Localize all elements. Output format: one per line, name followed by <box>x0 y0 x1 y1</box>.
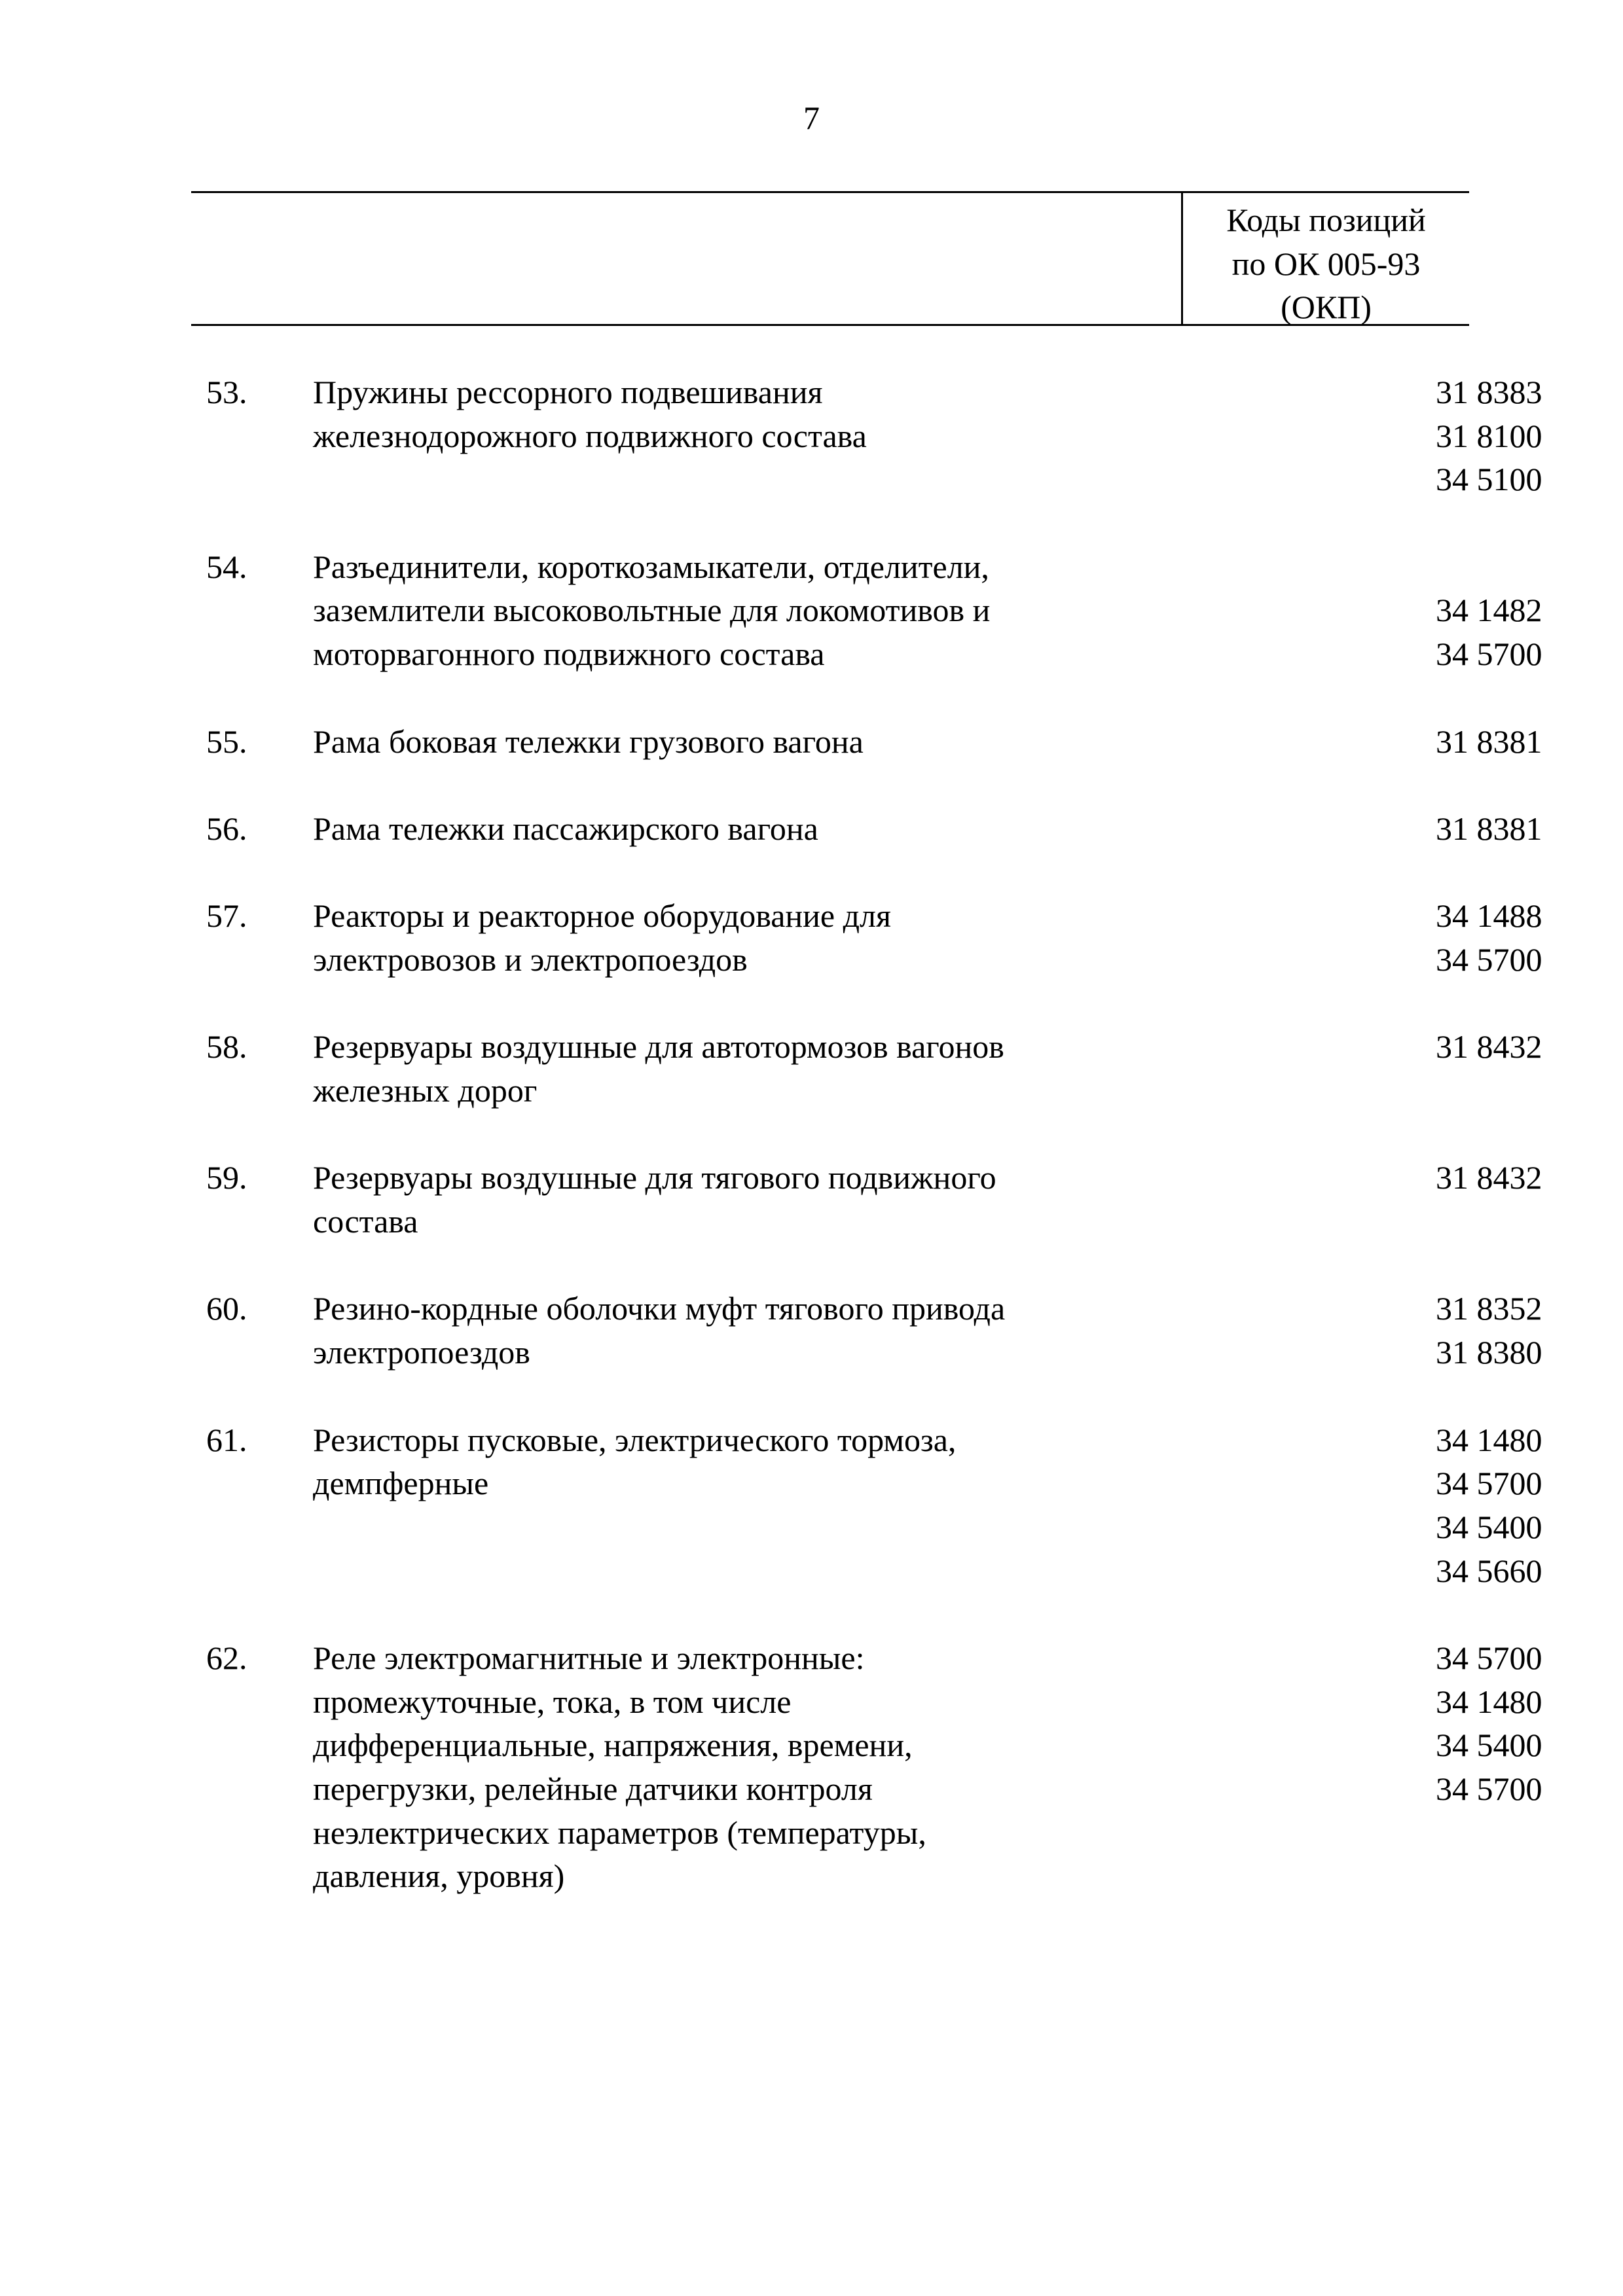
okp-code: 34 5100 <box>1436 461 1542 498</box>
item-codes <box>1436 1287 1606 1374</box>
item-description-line: электровозов и электропоездов <box>313 941 748 978</box>
okp-code: 34 5400 <box>1436 1727 1542 1764</box>
item-description-line: демпферные <box>313 1465 489 1502</box>
okp-code: 34 5700 <box>1436 1639 1542 1676</box>
codes-title-line: (ОКП) <box>1281 289 1372 326</box>
list-item <box>0 807 1623 851</box>
item-description-line: дифференциальные, напряжения, времени, <box>313 1727 913 1764</box>
okp-code: 34 5400 <box>1436 1508 1542 1545</box>
list-item <box>0 894 1623 981</box>
item-codes <box>1436 720 1606 764</box>
item-description-line: моторвагонного подвижного состава <box>313 636 825 673</box>
item-description-line: железных дорог <box>313 1072 538 1109</box>
item-description <box>313 545 1203 676</box>
item-description-line: давления, уровня) <box>313 1857 565 1895</box>
codes-title-line: Коды позиций <box>1226 202 1426 238</box>
item-description-line: электропоездов <box>313 1334 530 1371</box>
item-number: 62. <box>206 1639 247 1676</box>
okp-code: 34 5700 <box>1436 941 1542 978</box>
item-description-line: неэлектрических параметров (температуры, <box>313 1814 926 1851</box>
okp-code: 31 8100 <box>1436 417 1542 454</box>
item-description-line: Разъединители, короткозамыкатели, отделители, <box>313 548 989 585</box>
list-item <box>0 1636 1623 1898</box>
item-codes <box>1436 370 1606 501</box>
item-description <box>313 1287 1203 1374</box>
okp-code: 34 1482 <box>1436 592 1542 629</box>
okp-code: 34 5700 <box>1436 636 1542 673</box>
item-description-line: Резервуары воздушные для тягового подвижного <box>313 1159 996 1196</box>
item-description <box>313 720 1203 764</box>
item-description-line: Пружины рессорного подвешивания <box>313 374 823 410</box>
list-item <box>0 1287 1623 1374</box>
item-number: 54. <box>206 548 247 585</box>
page-number: 7 <box>803 99 820 136</box>
item-codes <box>1436 807 1606 851</box>
item-number: 61. <box>206 1421 247 1458</box>
item-description-line: Реакторы и реакторное оборудование для <box>313 897 892 935</box>
item-description-line: железнодорожного подвижного состава <box>313 417 867 454</box>
table-header <box>191 191 1469 326</box>
list-item <box>0 720 1623 764</box>
list-item <box>0 1156 1623 1243</box>
item-codes <box>1436 894 1606 981</box>
item-description-line: состава <box>313 1203 418 1240</box>
item-number: 53. <box>206 374 247 410</box>
item-description <box>313 807 1203 851</box>
okp-code: 31 8383 <box>1436 374 1542 410</box>
item-description-line: перегрузки, релейные датчики контроля <box>313 1770 873 1808</box>
okp-code: 34 1488 <box>1436 897 1542 935</box>
item-number: 59. <box>206 1159 247 1196</box>
okp-code: 34 5660 <box>1436 1552 1542 1589</box>
codes-column-title <box>1183 198 1469 329</box>
okp-code: 34 1480 <box>1436 1421 1542 1458</box>
item-description-line: Рама боковая тележки грузового вагона <box>313 723 864 760</box>
item-codes <box>1436 545 1606 676</box>
okp-code: 31 8432 <box>1436 1028 1542 1066</box>
item-codes <box>1436 1418 1606 1593</box>
item-codes <box>1436 1025 1606 1112</box>
okp-code: 31 8381 <box>1436 723 1542 760</box>
okp-code: 34 1480 <box>1436 1683 1542 1720</box>
item-description <box>313 1418 1203 1593</box>
item-description <box>313 370 1203 501</box>
okp-code: 34 5700 <box>1436 1770 1542 1808</box>
okp-code: 31 8381 <box>1436 810 1542 847</box>
okp-code: 31 8352 <box>1436 1290 1542 1327</box>
item-description-line: промежуточные, тока, в том числе <box>313 1683 792 1720</box>
item-description <box>313 1025 1203 1112</box>
item-description-line: Резисторы пусковые, электрического тормоза, <box>313 1421 957 1458</box>
item-description <box>313 894 1203 981</box>
item-description-line: Резервуары воздушные для автотормозов вагонов <box>313 1028 1004 1066</box>
item-description-line: Реле электромагнитные и электронные: <box>313 1639 865 1676</box>
item-number: 57. <box>206 897 247 935</box>
list-item <box>0 370 1623 501</box>
codes-title-line: по ОК 005-93 <box>1231 245 1421 282</box>
item-number: 56. <box>206 810 247 847</box>
item-description-line: заземлители высоковольтные для локомотивов и <box>313 592 991 629</box>
list-item <box>0 1418 1623 1593</box>
item-description <box>313 1156 1203 1243</box>
item-number: 55. <box>206 723 247 760</box>
item-codes <box>1436 1156 1606 1243</box>
items-list <box>0 370 1623 1942</box>
item-number: 58. <box>206 1028 247 1066</box>
list-item <box>0 545 1623 676</box>
okp-code <box>1436 545 1606 589</box>
item-description-line: Рама тележки пассажирского вагона <box>313 810 818 847</box>
okp-code: 31 8380 <box>1436 1334 1542 1371</box>
item-number: 60. <box>206 1290 247 1327</box>
item-description <box>313 1636 1203 1898</box>
okp-code: 34 5700 <box>1436 1465 1542 1502</box>
item-codes <box>1436 1636 1606 1898</box>
item-description-line: Резино-кордные оболочки муфт тягового привода <box>313 1290 1006 1327</box>
list-item <box>0 1025 1623 1112</box>
okp-code: 31 8432 <box>1436 1159 1542 1196</box>
